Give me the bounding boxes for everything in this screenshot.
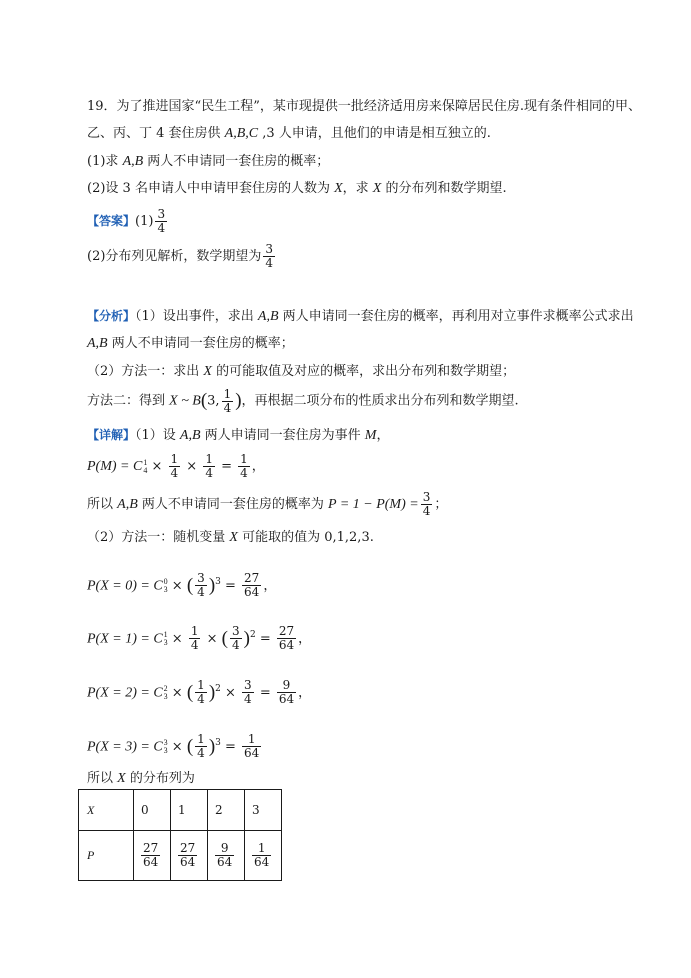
- fraction: $\frac{1}{4}$: [240, 452, 248, 480]
- table-cell: 0: [134, 790, 171, 831]
- table-cell: [245, 831, 282, 881]
- table-cell: 1: [171, 790, 208, 831]
- formula-p1: P(X = 1) = C 1 3 × $\frac{1}{4}$ × ( $\frac{3}{4}$ )$^2$ = $\frac{27}{64}$ ，: [87, 624, 312, 653]
- formula-p3: P(X = 3) = C 3 3 × ( $\frac{1}{4}$ )$^3$ = $\frac{1}{64}$: [87, 732, 260, 761]
- fraction: $\frac{3}{4}$: [422, 490, 431, 518]
- fraction: $\frac{1}{4}$: [170, 452, 179, 480]
- analysis-line-1: 【分析】（1）设出事件，求出 A,B 两人申请同一套住房的概率，再利用对立事件求概率公式求出: [87, 309, 634, 324]
- fraction: $\frac{1}{4}$: [190, 624, 199, 653]
- question-part-1: (1)求 A,B 两人不申请同一套住房的概率；: [87, 154, 330, 169]
- formula-p0: P(X = 0) = C 0 3 × ( $\frac{3}{4}$ )$^3$ = $\frac{27}{64}$ ，: [87, 571, 277, 600]
- analysis-line-2: A,B 两人不申请同一套住房的概率；: [87, 336, 294, 351]
- fraction: $\frac{27}{64}$: [143, 841, 159, 869]
- detail-method-1: （2）方法一：随机变量 X 可能取的值为 0,1,2,3.: [87, 530, 374, 545]
- analysis-tag: 【分析】: [87, 309, 136, 323]
- table-row: [79, 831, 282, 881]
- fraction: $\frac{27}{64}$: [244, 571, 260, 600]
- fraction: $\frac{3}{4}$: [231, 624, 240, 653]
- answer-line-2: (2)分布列见解析，数学期望为 $\frac{3}{4}$: [87, 242, 274, 270]
- table-cell: 3: [245, 790, 282, 831]
- answer-line-1: 【答案】(1) $\frac{3}{4}$: [87, 207, 166, 235]
- detail-line-1: 【详解】（1）设 A,B 两人申请同一套住房为事件 M，: [87, 428, 390, 443]
- question-line-2: 乙、丙、丁 4 套住房供 A,B,C ,3 人申请，且他们的申请是相互独立的.: [87, 126, 491, 141]
- question-line-1: 19．为了推进国家“民生工程”，某市现提供一批经济适用房来保障居民住房.现有条件相同的甲、: [87, 99, 641, 114]
- detail-tag: 【详解】: [87, 428, 136, 442]
- analysis-line-3: （2）方法一：求出 X 的可能取值及对应的概率，求出分布列和数学期望；: [87, 364, 516, 379]
- formula-p2: P(X = 2) = C 2 3 × ( $\frac{1}{4}$ )$^2$ × $\frac{3}{4}$ = $\frac{9}{64}$ ，: [87, 678, 312, 707]
- fraction: $\frac{3}{4}$: [244, 678, 252, 707]
- fraction: $\frac{1}{4}$: [197, 678, 205, 707]
- fraction: $\frac{9}{64}$: [278, 678, 295, 707]
- question-part-2: (2)设 3 名申请人中申请甲套住房的人数为 X，求 X 的分布列和数学期望.: [87, 181, 507, 196]
- fraction: $\frac{1}{64}$: [254, 841, 270, 869]
- fraction: $\frac{27}{64}$: [180, 841, 196, 869]
- formula-pm: P(M) = C 1 4 × $\frac{1}{4}$ × $\frac{1}{4}$ = $\frac{1}{4}$ ，: [87, 452, 265, 480]
- fraction: $\frac{3}{4}$: [265, 242, 274, 270]
- fraction: $\frac{9}{64}$: [217, 841, 233, 869]
- fraction: $\frac{1}{4}$: [205, 452, 213, 480]
- answer-tag: 【答案】: [87, 214, 136, 228]
- fraction: $\frac{3}{4}$: [157, 207, 166, 235]
- table-cell: [208, 831, 245, 881]
- fraction: $\frac{27}{64}$: [278, 624, 295, 653]
- fraction: $\frac{1}{4}$: [197, 732, 205, 761]
- fraction: $\frac{3}{4}$: [197, 571, 205, 600]
- table-cell: [134, 831, 171, 881]
- fraction: $\frac{1}{4}$: [223, 386, 232, 415]
- table-cell: 2: [208, 790, 245, 831]
- detail-so-line: 所以 A,B 两人不申请同一套住房的概率为 P = 1 − P(M) = $\frac{3}{4}$ ；: [87, 490, 448, 518]
- fraction: $\frac{1}{64}$: [244, 732, 260, 761]
- table-row: [79, 790, 282, 831]
- table-cell: P: [79, 831, 134, 881]
- table-cell: X: [79, 790, 134, 831]
- distribution-table: [78, 789, 282, 881]
- table-cell: [171, 831, 208, 881]
- distribution-intro: 所以 X 的分布列为: [87, 771, 195, 786]
- analysis-line-4: 方法二：得到 X ~ B(3, $\frac{1}{4}$ )，再根据二项分布的性质求出分布列和数学期望.: [87, 386, 519, 415]
